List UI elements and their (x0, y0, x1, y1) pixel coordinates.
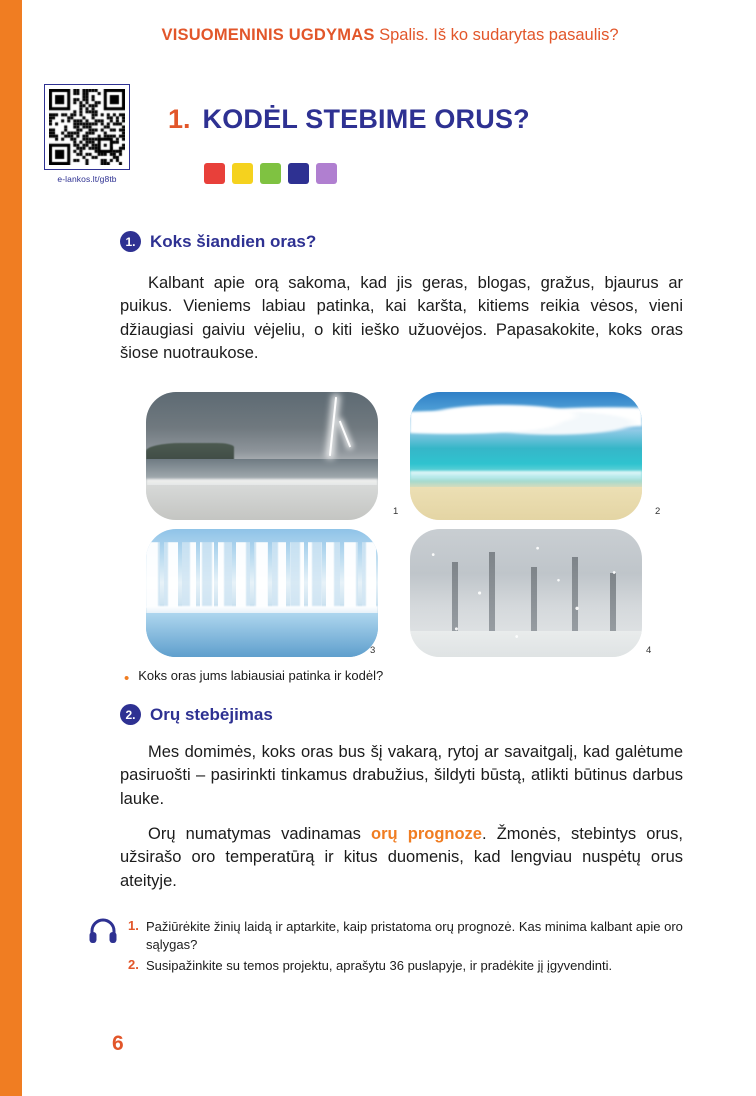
page-left-orange-bar (0, 0, 22, 1096)
section-2-heading (120, 704, 273, 725)
color-swatches (204, 163, 337, 184)
photo-winter-trees (146, 542, 378, 609)
question-bullet (124, 668, 644, 686)
page-title-text: KODĖL STEBIME ORUS? (202, 104, 530, 134)
section-2-paragraph-2-before: Orų numatymas vadinamas (148, 825, 372, 843)
section-2-badge: 2. (120, 704, 141, 725)
photo-beach-sand (410, 487, 642, 520)
header-topic: Spalis. Iš ko sudarytas pasaulis? (379, 26, 619, 44)
photo-sunny-beach (410, 392, 642, 520)
swatch-purple (316, 163, 337, 184)
qr-code-block[interactable] (44, 84, 130, 184)
photo-storm-sand (146, 485, 378, 520)
section-1-heading (120, 231, 316, 252)
task-item (128, 957, 688, 975)
page-title (168, 104, 530, 135)
photo-winter-water (146, 613, 378, 657)
photo-3-number: 3 (370, 645, 376, 656)
swatch-red (204, 163, 225, 184)
headphones-icon (88, 916, 118, 944)
page-left-white-gap (22, 0, 26, 1096)
section-1-paragraph: Kalbant apie orą sakoma, kad jis geras, blogas, gražus, bjaurus ar puikus. Vieniems labiau patinka, kai karšta, kitiems reikia vėsos, vieni džiaugiasi gaiviu vėjeliu, o kiti ieško užuovėjos. Papasakokite, koks oras šiose nuotraukose. (120, 274, 683, 363)
task-1-text: Pažiūrėkite žinių laidą ir aptarkite, kaip pristatoma orų prognozė. Kas minima kalbant apie oro sąlygas? (146, 919, 683, 952)
section-1-title: Koks šiandien oras? (150, 231, 317, 251)
swatch-yellow (232, 163, 253, 184)
qr-code-icon (49, 89, 125, 165)
bullet-dot-icon: • (124, 670, 130, 687)
question-bullet-text: Koks oras jums labiausiai patinka ir kodėl? (138, 668, 384, 683)
header-subject: VISUOMENINIS UGDYMAS (161, 26, 375, 44)
section-2-paragraph-2 (120, 823, 683, 893)
lightning-icon (329, 397, 337, 456)
section-2-title: Orų stebėjimas (150, 704, 273, 724)
photo-snow-flakes (410, 529, 642, 657)
section-2-paragraph-1: Mes domimės, koks oras bus šį vakarą, rytoj ar savaitgalį, kad galėtume pasiruošti – pasirinkti tinkamus drabužius, šildyti būstą, atlikti būtinus darbus lauke. (120, 743, 683, 808)
task-2-number: 2. (128, 957, 139, 973)
swatch-blue (288, 163, 309, 184)
photo-storm-beach (146, 392, 378, 520)
lightning-icon-secondary (338, 421, 350, 448)
page-number: 6 (112, 1032, 124, 1055)
page-header (60, 26, 720, 45)
qr-code-frame (44, 84, 130, 170)
task-list (128, 918, 688, 979)
term-weather-forecast: orų prognoze (371, 825, 482, 843)
task-2-text: Susipažinkite su temos projektu, aprašytu 36 puslapyje, ir pradėkite jį įgyvendinti. (146, 958, 613, 974)
page-title-number: 1. (168, 104, 191, 134)
task-1-number: 1. (128, 918, 139, 933)
section-1-badge: 1. (120, 231, 141, 252)
photo-beach-clouds (410, 402, 642, 435)
task-item (128, 918, 688, 953)
photo-1-number: 1 (393, 506, 399, 517)
swatch-green (260, 163, 281, 184)
photo-beach-surf (410, 471, 642, 480)
photo-4-number: 4 (646, 645, 652, 656)
section-2-paragraph-2-after: . Žmonės, stebintys orus, užsirašo oro temperatūrą ir kitus duomenis, kad lengviau nuspėtų orus ateityje. (120, 825, 683, 890)
photo-snowfall (410, 529, 642, 657)
photo-winter-forest (146, 529, 378, 657)
photo-2-number: 2 (655, 506, 661, 517)
qr-code-label: e-lankos.lt/g8tb (57, 174, 117, 184)
